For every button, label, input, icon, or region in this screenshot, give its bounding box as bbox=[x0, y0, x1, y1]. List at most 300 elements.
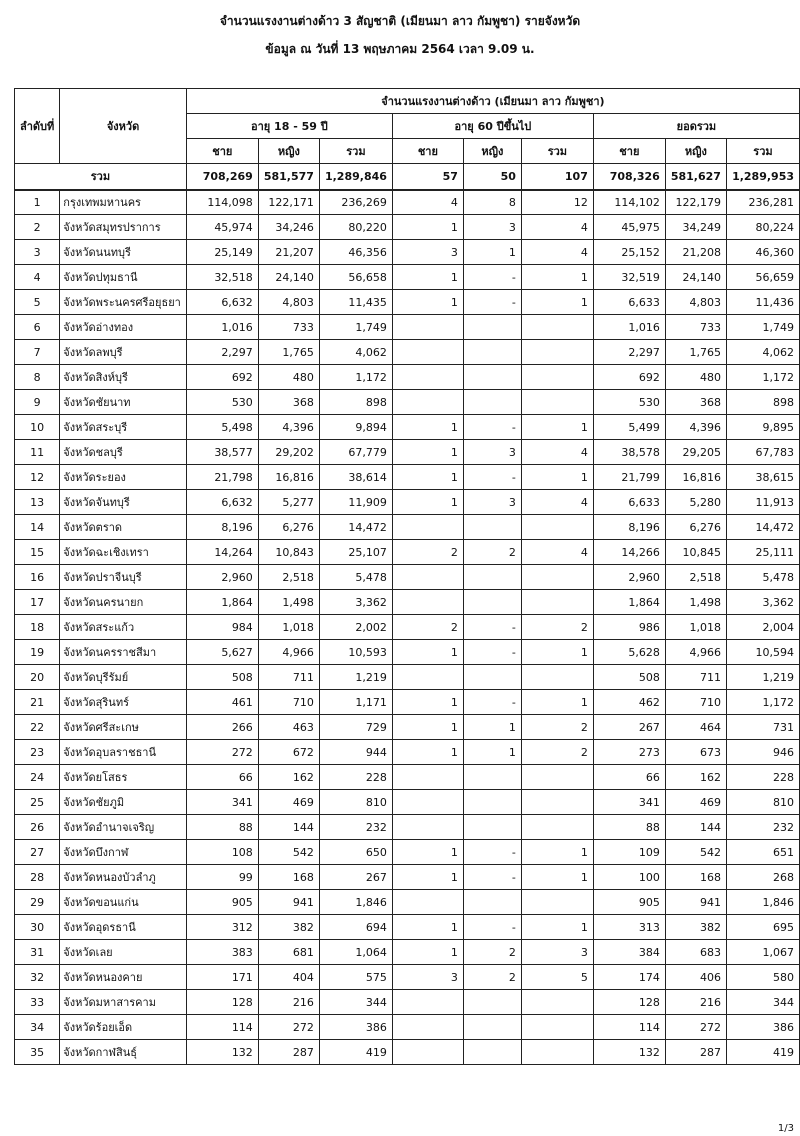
province-name: จังหวัดลพบุรี bbox=[60, 340, 187, 365]
value-cell: 2 bbox=[392, 615, 463, 640]
value-cell: 1 bbox=[392, 690, 463, 715]
value-cell: 1 bbox=[521, 640, 593, 665]
value-cell bbox=[463, 1015, 521, 1040]
value-cell: 404 bbox=[258, 965, 319, 990]
value-cell: 694 bbox=[319, 915, 392, 940]
table-row bbox=[15, 340, 800, 365]
value-cell: 1 bbox=[463, 740, 521, 765]
value-cell: 144 bbox=[258, 815, 319, 840]
value-cell bbox=[521, 665, 593, 690]
province-name: จังหวัดมหาสารคาม bbox=[60, 990, 187, 1015]
value-cell: 216 bbox=[258, 990, 319, 1015]
row-number: 8 bbox=[15, 365, 60, 390]
row-number: 31 bbox=[15, 940, 60, 965]
value-cell: - bbox=[463, 690, 521, 715]
province-name: จังหวัดหนองคาย bbox=[60, 965, 187, 990]
row-number: 16 bbox=[15, 565, 60, 590]
value-cell: 6,633 bbox=[593, 490, 665, 515]
header-male: ชาย bbox=[392, 139, 463, 164]
value-cell: 1,864 bbox=[186, 590, 258, 615]
value-cell: 1,864 bbox=[593, 590, 665, 615]
value-cell: 530 bbox=[593, 390, 665, 415]
row-number: 2 bbox=[15, 215, 60, 240]
header-female: หญิง bbox=[258, 139, 319, 164]
value-cell bbox=[521, 1015, 593, 1040]
table-row bbox=[15, 465, 800, 490]
value-cell: 8 bbox=[463, 190, 521, 215]
header-sum: รวม bbox=[521, 139, 593, 164]
value-cell: 228 bbox=[726, 765, 799, 790]
summary-cell: 50 bbox=[463, 164, 521, 190]
value-cell: 38,577 bbox=[186, 440, 258, 465]
value-cell bbox=[463, 315, 521, 340]
value-cell: 4,396 bbox=[665, 415, 726, 440]
province-name: จังหวัดพระนครศรีอยุธยา bbox=[60, 290, 187, 315]
row-number: 34 bbox=[15, 1015, 60, 1040]
value-cell: 1,498 bbox=[258, 590, 319, 615]
header-male: ชาย bbox=[186, 139, 258, 164]
value-cell: 4,803 bbox=[258, 290, 319, 315]
table-row bbox=[15, 290, 800, 315]
value-cell: 711 bbox=[665, 665, 726, 690]
row-number: 32 bbox=[15, 965, 60, 990]
province-name: จังหวัดชัยภูมิ bbox=[60, 790, 187, 815]
value-cell: 386 bbox=[319, 1015, 392, 1040]
value-cell: 88 bbox=[186, 815, 258, 840]
value-cell: 14,264 bbox=[186, 540, 258, 565]
value-cell: 575 bbox=[319, 965, 392, 990]
table-row bbox=[15, 640, 800, 665]
value-cell: 1 bbox=[521, 465, 593, 490]
value-cell: 232 bbox=[726, 815, 799, 840]
table-row bbox=[15, 540, 800, 565]
value-cell bbox=[463, 890, 521, 915]
row-number: 6 bbox=[15, 315, 60, 340]
value-cell: 1 bbox=[521, 865, 593, 890]
value-cell: 56,658 bbox=[319, 265, 392, 290]
province-name: จังหวัดบึงกาฬ bbox=[60, 840, 187, 865]
value-cell: 692 bbox=[593, 365, 665, 390]
province-name: จังหวัดฉะเชิงเทรา bbox=[60, 540, 187, 565]
value-cell: 12 bbox=[521, 190, 593, 215]
value-cell: 1,749 bbox=[726, 315, 799, 340]
value-cell: 2,960 bbox=[186, 565, 258, 590]
value-cell: 21,207 bbox=[258, 240, 319, 265]
value-cell: 3 bbox=[463, 215, 521, 240]
value-cell: 1 bbox=[521, 840, 593, 865]
row-number: 14 bbox=[15, 515, 60, 540]
row-number: 35 bbox=[15, 1040, 60, 1065]
table-row bbox=[15, 515, 800, 540]
table-row bbox=[15, 915, 800, 940]
row-number: 26 bbox=[15, 815, 60, 840]
value-cell: 508 bbox=[186, 665, 258, 690]
header-group-main: จำนวนแรงงานต่างด้าว (เมียนมา ลาว กัมพูชา) bbox=[186, 89, 799, 114]
row-number: 27 bbox=[15, 840, 60, 865]
value-cell: 1 bbox=[392, 915, 463, 940]
value-cell: 114 bbox=[186, 1015, 258, 1040]
value-cell: 168 bbox=[258, 865, 319, 890]
value-cell: 4 bbox=[521, 440, 593, 465]
value-cell: 5,499 bbox=[593, 415, 665, 440]
value-cell: 16,816 bbox=[258, 465, 319, 490]
value-cell: 174 bbox=[593, 965, 665, 990]
value-cell bbox=[521, 515, 593, 540]
value-cell: 114,102 bbox=[593, 190, 665, 215]
value-cell: 464 bbox=[665, 715, 726, 740]
value-cell: 1 bbox=[463, 240, 521, 265]
province-name: จังหวัดกาฬสินธุ์ bbox=[60, 1040, 187, 1065]
value-cell: 2 bbox=[521, 615, 593, 640]
value-cell: 2,002 bbox=[319, 615, 392, 640]
value-cell: - bbox=[463, 465, 521, 490]
value-cell: 419 bbox=[726, 1040, 799, 1065]
value-cell: 344 bbox=[726, 990, 799, 1015]
value-cell bbox=[463, 815, 521, 840]
value-cell: 3 bbox=[392, 240, 463, 265]
value-cell: 46,356 bbox=[319, 240, 392, 265]
value-cell: 1,064 bbox=[319, 940, 392, 965]
value-cell bbox=[521, 815, 593, 840]
value-cell: 3 bbox=[463, 440, 521, 465]
summary-cell: 107 bbox=[521, 164, 593, 190]
value-cell: 24,140 bbox=[258, 265, 319, 290]
value-cell: 1,016 bbox=[593, 315, 665, 340]
row-number: 4 bbox=[15, 265, 60, 290]
value-cell: 2,960 bbox=[593, 565, 665, 590]
value-cell: 268 bbox=[726, 865, 799, 890]
value-cell: 4,062 bbox=[726, 340, 799, 365]
province-name: จังหวัดอ่างทอง bbox=[60, 315, 187, 340]
value-cell: 4,966 bbox=[258, 640, 319, 665]
value-cell bbox=[463, 1040, 521, 1065]
value-cell: 4,803 bbox=[665, 290, 726, 315]
value-cell bbox=[521, 315, 593, 340]
value-cell: 1 bbox=[392, 715, 463, 740]
value-cell bbox=[521, 590, 593, 615]
report-subtitle: ข้อมูล ณ วันที่ 13 พฤษภาคม 2564 เวลา 9.09 น. bbox=[265, 42, 535, 56]
value-cell: 1 bbox=[521, 290, 593, 315]
summary-cell: 1,289,953 bbox=[726, 164, 799, 190]
value-cell: - bbox=[463, 265, 521, 290]
province-name: จังหวัดสมุทรปราการ bbox=[60, 215, 187, 240]
table-row bbox=[15, 715, 800, 740]
value-cell: 32,518 bbox=[186, 265, 258, 290]
province-name: จังหวัดสิงห์บุรี bbox=[60, 365, 187, 390]
summary-cell: 708,269 bbox=[186, 164, 258, 190]
value-cell: 1 bbox=[521, 265, 593, 290]
province-name: จังหวัดนครราชสีมา bbox=[60, 640, 187, 665]
value-cell: 1,846 bbox=[319, 890, 392, 915]
value-cell: 946 bbox=[726, 740, 799, 765]
value-cell: 236,281 bbox=[726, 190, 799, 215]
value-cell: 1 bbox=[392, 465, 463, 490]
value-cell: 1 bbox=[521, 690, 593, 715]
table-row bbox=[15, 1040, 800, 1065]
value-cell: 1 bbox=[392, 740, 463, 765]
value-cell bbox=[463, 515, 521, 540]
value-cell: 941 bbox=[258, 890, 319, 915]
row-number: 17 bbox=[15, 590, 60, 615]
table-row bbox=[15, 365, 800, 390]
value-cell: 273 bbox=[593, 740, 665, 765]
value-cell: 5,628 bbox=[593, 640, 665, 665]
row-number: 25 bbox=[15, 790, 60, 815]
row-number: 5 bbox=[15, 290, 60, 315]
value-cell: 3,362 bbox=[319, 590, 392, 615]
value-cell: 25,152 bbox=[593, 240, 665, 265]
value-cell: 651 bbox=[726, 840, 799, 865]
value-cell: 2,518 bbox=[258, 565, 319, 590]
value-cell: 681 bbox=[258, 940, 319, 965]
value-cell: 733 bbox=[258, 315, 319, 340]
value-cell bbox=[392, 565, 463, 590]
table-row bbox=[15, 865, 800, 890]
value-cell: 480 bbox=[258, 365, 319, 390]
value-cell bbox=[463, 665, 521, 690]
value-cell bbox=[521, 890, 593, 915]
province-name: จังหวัดปราจีนบุรี bbox=[60, 565, 187, 590]
value-cell bbox=[392, 515, 463, 540]
value-cell bbox=[521, 1040, 593, 1065]
value-cell: 10,845 bbox=[665, 540, 726, 565]
province-name: จังหวัดบุรีรัมย์ bbox=[60, 665, 187, 690]
value-cell: 171 bbox=[186, 965, 258, 990]
table-row bbox=[15, 215, 800, 240]
value-cell: 406 bbox=[665, 965, 726, 990]
province-name: จังหวัดอุบลราชธานี bbox=[60, 740, 187, 765]
value-cell: - bbox=[463, 415, 521, 440]
value-cell: 710 bbox=[665, 690, 726, 715]
row-number: 28 bbox=[15, 865, 60, 890]
value-cell: 5,277 bbox=[258, 490, 319, 515]
value-cell: 1 bbox=[392, 265, 463, 290]
value-cell: 1 bbox=[521, 915, 593, 940]
value-cell: 14,472 bbox=[319, 515, 392, 540]
value-cell: 530 bbox=[186, 390, 258, 415]
value-cell: - bbox=[463, 865, 521, 890]
value-cell: 132 bbox=[593, 1040, 665, 1065]
value-cell: 267 bbox=[319, 865, 392, 890]
value-cell: - bbox=[463, 290, 521, 315]
value-cell: 11,436 bbox=[726, 290, 799, 315]
value-cell: 1,171 bbox=[319, 690, 392, 715]
value-cell: 469 bbox=[665, 790, 726, 815]
table-row bbox=[15, 415, 800, 440]
province-name: จังหวัดนครนายก bbox=[60, 590, 187, 615]
table-row bbox=[15, 790, 800, 815]
value-cell: 508 bbox=[593, 665, 665, 690]
value-cell bbox=[392, 590, 463, 615]
province-name: จังหวัดยโสธร bbox=[60, 765, 187, 790]
value-cell: 16,816 bbox=[665, 465, 726, 490]
row-number: 1 bbox=[15, 190, 60, 215]
value-cell bbox=[392, 990, 463, 1015]
value-cell: 1,846 bbox=[726, 890, 799, 915]
value-cell bbox=[521, 790, 593, 815]
value-cell: 34,246 bbox=[258, 215, 319, 240]
value-cell: 1,172 bbox=[726, 690, 799, 715]
value-cell: 1,765 bbox=[665, 340, 726, 365]
value-cell bbox=[521, 990, 593, 1015]
value-cell: - bbox=[463, 840, 521, 865]
province-name: จังหวัดขอนแก่น bbox=[60, 890, 187, 915]
value-cell: 1,219 bbox=[319, 665, 392, 690]
value-cell: 941 bbox=[665, 890, 726, 915]
province-name: จังหวัดสระบุรี bbox=[60, 415, 187, 440]
row-number: 12 bbox=[15, 465, 60, 490]
value-cell bbox=[463, 365, 521, 390]
row-number: 24 bbox=[15, 765, 60, 790]
province-name: จังหวัดเลย bbox=[60, 940, 187, 965]
value-cell: 542 bbox=[665, 840, 726, 865]
value-cell: 905 bbox=[186, 890, 258, 915]
value-cell: 4 bbox=[392, 190, 463, 215]
value-cell: 1,016 bbox=[186, 315, 258, 340]
header-grand-total: ยอดรวม bbox=[593, 114, 799, 139]
row-number: 9 bbox=[15, 390, 60, 415]
value-cell bbox=[392, 890, 463, 915]
table-row bbox=[15, 815, 800, 840]
value-cell: 45,974 bbox=[186, 215, 258, 240]
value-cell: 580 bbox=[726, 965, 799, 990]
value-cell bbox=[463, 565, 521, 590]
value-cell bbox=[463, 390, 521, 415]
value-cell bbox=[392, 665, 463, 690]
header-age-60-plus: อายุ 60 ปีขึ้นไป bbox=[392, 114, 593, 139]
value-cell: 4 bbox=[521, 540, 593, 565]
value-cell: 312 bbox=[186, 915, 258, 940]
value-cell: 810 bbox=[319, 790, 392, 815]
province-name: จังหวัดหนองบัวลำภู bbox=[60, 865, 187, 890]
value-cell bbox=[463, 340, 521, 365]
value-cell: 6,276 bbox=[258, 515, 319, 540]
value-cell: 944 bbox=[319, 740, 392, 765]
value-cell: 1,172 bbox=[319, 365, 392, 390]
value-cell bbox=[392, 1040, 463, 1065]
province-name: จังหวัดชลบุรี bbox=[60, 440, 187, 465]
value-cell: 29,205 bbox=[665, 440, 726, 465]
value-cell: 80,224 bbox=[726, 215, 799, 240]
value-cell: 419 bbox=[319, 1040, 392, 1065]
value-cell: 287 bbox=[665, 1040, 726, 1065]
value-cell: 21,799 bbox=[593, 465, 665, 490]
value-cell: 4,062 bbox=[319, 340, 392, 365]
value-cell: 1,018 bbox=[665, 615, 726, 640]
row-number: 33 bbox=[15, 990, 60, 1015]
table-row bbox=[15, 890, 800, 915]
value-cell: 3,362 bbox=[726, 590, 799, 615]
value-cell: 5,498 bbox=[186, 415, 258, 440]
table-row bbox=[15, 590, 800, 615]
value-cell: 341 bbox=[186, 790, 258, 815]
summary-cell: 708,326 bbox=[593, 164, 665, 190]
value-cell: 1 bbox=[392, 640, 463, 665]
province-name: จังหวัดอุดรธานี bbox=[60, 915, 187, 940]
value-cell: 463 bbox=[258, 715, 319, 740]
value-cell: 729 bbox=[319, 715, 392, 740]
value-cell: 3 bbox=[463, 490, 521, 515]
value-cell: 80,220 bbox=[319, 215, 392, 240]
value-cell: 287 bbox=[258, 1040, 319, 1065]
value-cell: 1,765 bbox=[258, 340, 319, 365]
value-cell: 10,594 bbox=[726, 640, 799, 665]
value-cell: 1,749 bbox=[319, 315, 392, 340]
header-female: หญิง bbox=[463, 139, 521, 164]
value-cell: 2 bbox=[463, 940, 521, 965]
header-province: จังหวัด bbox=[60, 89, 187, 164]
value-cell: 5 bbox=[521, 965, 593, 990]
value-cell: 144 bbox=[665, 815, 726, 840]
value-cell: 122,179 bbox=[665, 190, 726, 215]
value-cell: 905 bbox=[593, 890, 665, 915]
value-cell: 38,615 bbox=[726, 465, 799, 490]
value-cell: 232 bbox=[319, 815, 392, 840]
value-cell bbox=[392, 340, 463, 365]
header-age-18-59: อายุ 18 - 59 ปี bbox=[186, 114, 392, 139]
value-cell: 4 bbox=[521, 490, 593, 515]
value-cell: 683 bbox=[665, 940, 726, 965]
value-cell: 672 bbox=[258, 740, 319, 765]
table-row bbox=[15, 940, 800, 965]
province-name: จังหวัดจันทบุรี bbox=[60, 490, 187, 515]
table-row bbox=[15, 740, 800, 765]
value-cell: 1,498 bbox=[665, 590, 726, 615]
province-name: จังหวัดร้อยเอ็ด bbox=[60, 1015, 187, 1040]
value-cell: 462 bbox=[593, 690, 665, 715]
value-cell: 216 bbox=[665, 990, 726, 1015]
value-cell: 542 bbox=[258, 840, 319, 865]
value-cell: 38,614 bbox=[319, 465, 392, 490]
value-cell: 1 bbox=[392, 490, 463, 515]
province-name: จังหวัดนนทบุรี bbox=[60, 240, 187, 265]
value-cell: 114,098 bbox=[186, 190, 258, 215]
value-cell: 898 bbox=[726, 390, 799, 415]
value-cell: 650 bbox=[319, 840, 392, 865]
table-row bbox=[15, 315, 800, 340]
value-cell: 25,111 bbox=[726, 540, 799, 565]
row-number: 3 bbox=[15, 240, 60, 265]
value-cell: 128 bbox=[186, 990, 258, 1015]
value-cell: 3 bbox=[521, 940, 593, 965]
value-cell: 2 bbox=[392, 540, 463, 565]
value-cell: 67,779 bbox=[319, 440, 392, 465]
value-cell: 66 bbox=[593, 765, 665, 790]
value-cell: 67,783 bbox=[726, 440, 799, 465]
table-row bbox=[15, 665, 800, 690]
table-row bbox=[15, 490, 800, 515]
table-row bbox=[15, 190, 800, 215]
value-cell: 2 bbox=[521, 740, 593, 765]
province-name: จังหวัดอำนาจเจริญ bbox=[60, 815, 187, 840]
value-cell bbox=[463, 590, 521, 615]
value-cell bbox=[463, 765, 521, 790]
value-cell: 4 bbox=[521, 215, 593, 240]
value-cell bbox=[521, 365, 593, 390]
value-cell: 4,966 bbox=[665, 640, 726, 665]
value-cell: 1 bbox=[392, 290, 463, 315]
value-cell: 99 bbox=[186, 865, 258, 890]
value-cell: 1 bbox=[392, 440, 463, 465]
value-cell bbox=[392, 765, 463, 790]
row-number: 7 bbox=[15, 340, 60, 365]
table-row bbox=[15, 440, 800, 465]
value-cell: 710 bbox=[258, 690, 319, 715]
value-cell: 2,297 bbox=[186, 340, 258, 365]
value-cell: 344 bbox=[319, 990, 392, 1015]
value-cell: 29,202 bbox=[258, 440, 319, 465]
value-cell: 810 bbox=[726, 790, 799, 815]
